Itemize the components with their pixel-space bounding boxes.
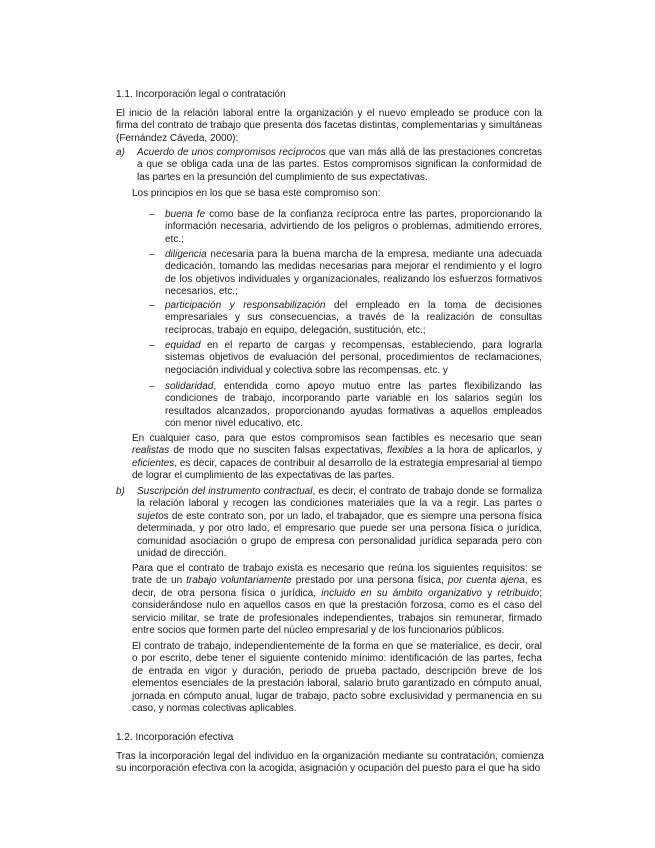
bullet-term: equidad (165, 340, 201, 351)
item-b-term: sujetos (137, 510, 169, 522)
req-text: ; considerándose nulo en aquellos casos en que la prestación forzosa, como es el caso del servicio militar, se trate de profesionales independientes, trabajos sin remunerar, firmado entre socios que formen parte del núcleo empresarial y de los funcionarios públicos. (132, 587, 542, 637)
item-b-text: de este contrato son, por un lado, el trabajador, que es siempre una persona física determinada, y por otro lado, el empresario que puede ser una persona física o jurídica, comunidad asociación o grupo de empresa con personalidad jurídica separada pero con unidad de dirección. (137, 510, 542, 560)
req-term: trabajo voluntariamente (186, 575, 292, 587)
intro-paragraph: El inicio de la relación laboral entre la organización y el nuevo empleado se produce con la firma del contrato de trabajo que presenta dos facetas distintas, complementarias y simultáneas (Fernández Cáveda, 2000): (116, 108, 542, 144)
bullet-participacion (165, 300, 542, 337)
bullet-dash: – (149, 209, 155, 220)
contract-content-paragraph: El contrato de trabajo, independientemente de la forma en que se materialice, es decir, oral o por escrito, debe tener el siguiente contenido mínimo: identificación de las partes, fecha de entrada en vigor y duración, periodo de prueba pactado, descripción breve de los elementos esenciales de la prestación laboral, salario bruto garantizado en cómputo anual, jornada en cómputo anual, lugar de trabajo, pacto sobre exclusividad y permanencia en su caso, y normas colectivas aplicables. (132, 641, 542, 715)
bullet-equidad (165, 340, 542, 377)
closing-term: realistas (132, 445, 170, 457)
list-marker-b: b) (116, 486, 125, 497)
bullet-diligencia (165, 249, 542, 299)
bullet-text: como base de la confianza recíproca entre las partes, proporcionando la información necesaria, advirtiendo de los peligros o problemas, admitiendo errores, etc.; (165, 209, 542, 245)
closing-text: En cualquier caso, para que estos compromisos sean factibles es necesario que sean (132, 433, 542, 444)
bullet-term: solidaridad (165, 381, 214, 392)
section-heading: 1.1. Incorporación legal o contratación (116, 89, 286, 100)
req-text: prestado por una persona física, (291, 575, 448, 587)
bullet-solidaridad (165, 381, 542, 431)
req-term: incluido en su ámbito organizativo (321, 587, 482, 599)
bullet-term: buena fe (165, 209, 206, 220)
req-term: por cuenta ajena (447, 575, 525, 587)
closing-text: a la hora de aplicarlos, y (423, 445, 543, 457)
bullet-text: necesaria para la buena marcha de la empresa, mediante una adecuada dedicación, tomando las medidas necesarias para mejorar el rendimiento y el logro de los objetivos individuales y organizacionales, realizando los esfuerzos formativos necesarios, etc.; (165, 249, 542, 298)
bullet-text: en el reparto de cargas y recompensas, estableciendo, para lograrla sistemas objetivos de evaluación del personal, procedimientos de reclamaciones, negociación individual y colectiva sobre las recompensas, etc. y (165, 340, 542, 376)
bullet-dash: – (149, 381, 155, 392)
req-text: , es decir, de otra persona física o jurídica, (132, 575, 542, 599)
item-b-paragraph (137, 486, 542, 560)
bullet-text: , entendida como apoyo mutuo entre las partes flexibilizando las condiciones de trabajo, incorporando parte variable en los salarios según los resultados alcanzados, proporcionando ayudas formativas a aquellos empleados con menor nivel educativo, etc. (165, 381, 542, 430)
section-heading: 1.2. Incorporación efectiva (116, 732, 234, 743)
bullet-dash: – (149, 300, 155, 311)
item-b-lead: Suscripción del instrumento contractual (137, 486, 313, 497)
principles-intro: Los principios en los que se basa este compromiso son: (132, 188, 381, 199)
req-text: Para que el contrato de trabajo exista es necesario que reúna los siguientes requisitos: se trate de un (132, 563, 542, 587)
list-marker-a: a) (116, 147, 125, 158)
closing-paragraph (132, 433, 542, 483)
requirements-paragraph (132, 563, 542, 637)
closing-text: de modo que no susciten falsas expectativas, (169, 445, 387, 457)
item-a-text: que van más allá de las prestaciones concretas a que se obliga cada una de las partes. Estos compromisos significan la conformidad de las partes en la presunción del cumplimiento de sus expectativas. (137, 147, 543, 183)
item-a-lead: Acuerdo de unos compromisos recíprocos (137, 147, 326, 158)
closing-term: flexibles (386, 445, 424, 457)
bullet-term: participación y responsabilización (165, 300, 326, 311)
closing-text: , es decir, capaces de contribuir al desarrollo de la estrategia empresarial al tiempo de lograr el cumplimiento de las expectativas de las partes. (132, 457, 542, 482)
bullet-text: del empleado en la toma de decisiones empresariales y sus consecuencias, a través de la realización de consultas recíprocas, trabajo en equipo, delegación, sustitución, etc.; (165, 300, 542, 336)
bullet-dash: – (149, 340, 155, 351)
req-term: retribuido (497, 587, 540, 599)
item-b-text: , es decir, el contrato de trabajo donde se formaliza la relación laboral y recogen las condiciones materiales que la va a regir. Las partes o (137, 486, 543, 510)
bullet-buena-fe (165, 209, 542, 246)
item-a-paragraph (137, 147, 542, 184)
section-1-2-paragraph: Tras la incorporación legal del individuo en la organización mediante su contratación, comienza su incorporación efectiva con la acogida, asignación y ocupación del puesto para el que ha sido (116, 751, 544, 775)
bullet-term: diligencia (165, 249, 207, 260)
req-text: y (481, 587, 498, 599)
bullet-dash: – (149, 249, 155, 260)
closing-term: eficientes (132, 457, 175, 469)
